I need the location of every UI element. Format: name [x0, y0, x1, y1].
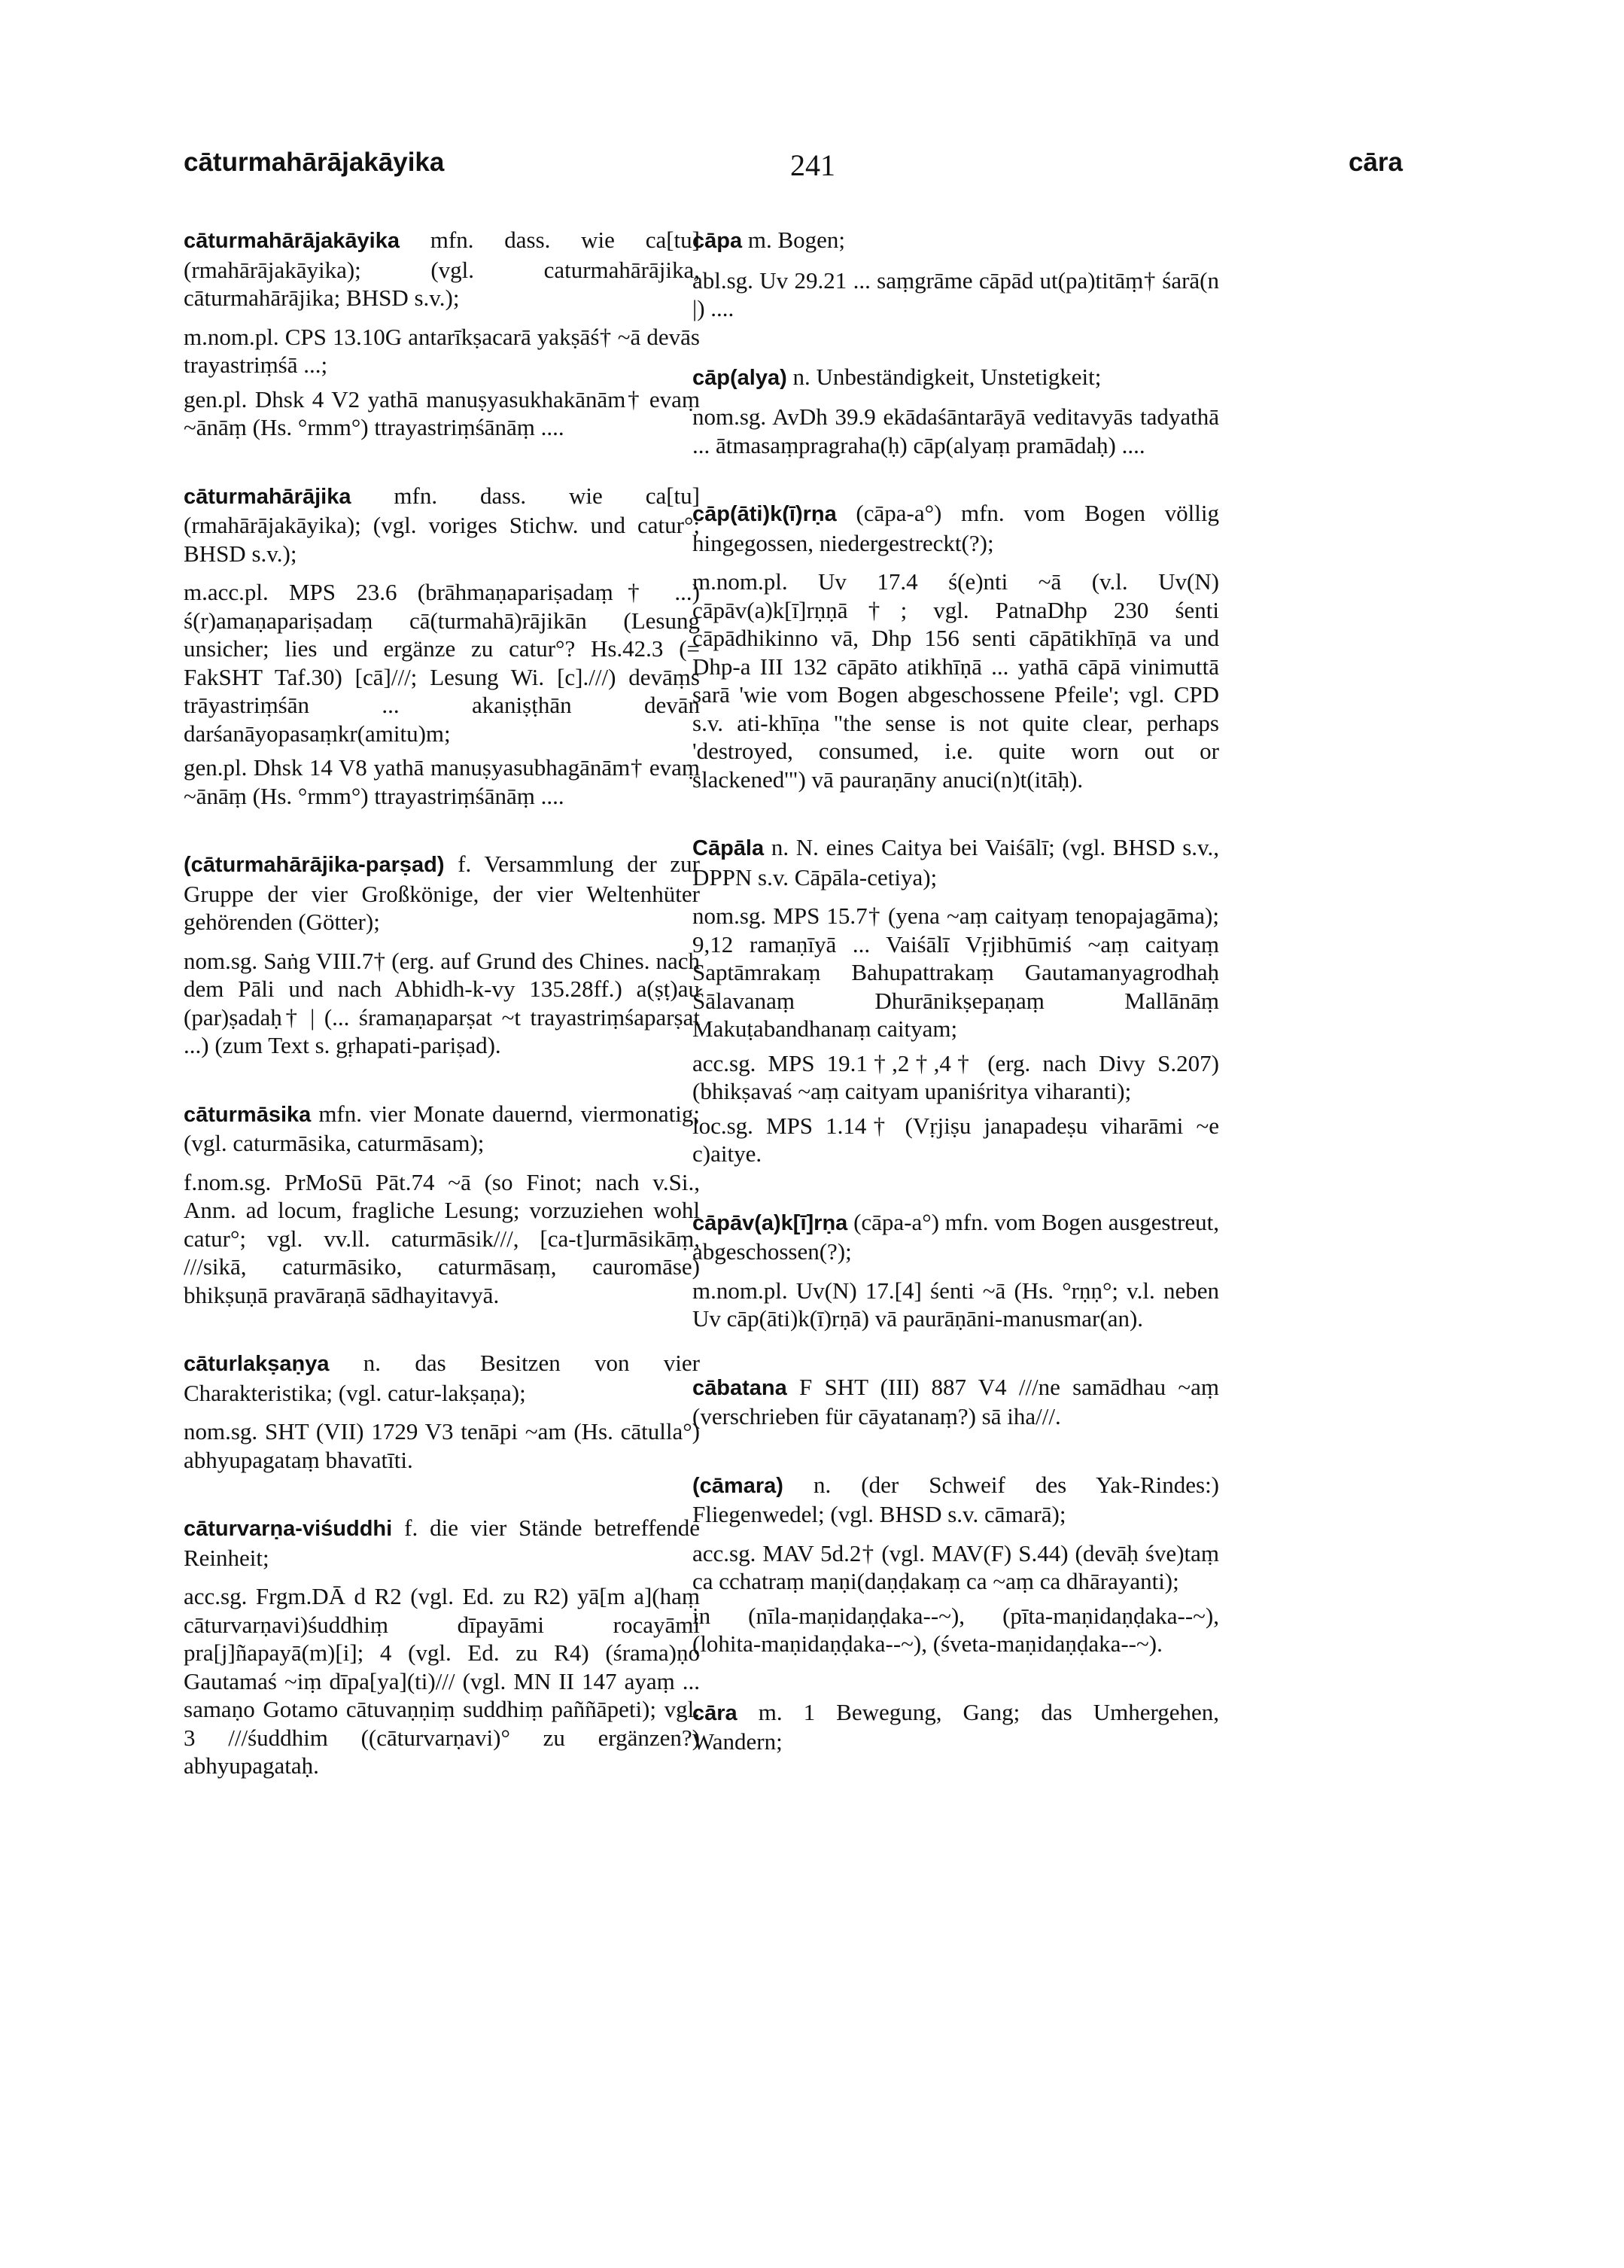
entry-lemma: cāturmāsika: [184, 1102, 312, 1127]
dictionary-entry: [692, 226, 1219, 323]
entry-definition: f. die vier Stände betreffende Reinheit;: [184, 1515, 701, 1571]
dictionary-entry: [692, 499, 1219, 793]
dictionary-entry: [184, 1514, 700, 1780]
running-head-right: cāra: [1348, 148, 1403, 177]
entry-head: [184, 482, 700, 568]
entry-citation: acc.sg. MPS 19.1†,2†,4† (erg. nach Divy S.207) (bhikṣavaś ~aṃ caityam upaniśritya viharanti);: [692, 1049, 1219, 1104]
dictionary-entry: [692, 363, 1219, 460]
entry-lemma: cāturmahārājika: [184, 484, 351, 509]
entry-citation: m.nom.pl. Uv 17.4 ś(e)nti ~ā (v.l. Uv(N) cāpāv(a)k[ī]rṇṇā†; vgl. PatnaDhp 230 śenti cāpādhikinno vā, Dhp 156 senti cāpātikhīṇā va und Dhp-a III 132 cāpāto atikhīṇā ... yathā cāpā vinimuttā sarā 'wie vom Bogen abgeschossene Pfeile'; vgl. CPD s.v. ati-khīṇa "the sense is not quite clear, perhaps 'destroyed, consumed, i.e. quite worn out or slackened'") vā pauraṇāny anuci(n)t(itāḥ).: [692, 568, 1219, 793]
entry-citation: gen.pl. Dhsk 14 V8 yathā manuṣyasubhagānām† evaṃ ~ānāṃ (Hs. °rmm°) ttrayastriṃśānāṃ ....: [184, 754, 700, 809]
entry-head: [184, 1349, 700, 1407]
entry-lemma: cābatana: [692, 1375, 787, 1400]
entry-definition: (cāpa-a°) mfn. vom Bogen ausgestreut, abgeschossen(?);: [692, 1208, 1220, 1265]
entry-citation: m.nom.pl. CPS 13.10G antarīkṣacarā yakṣāś† ~ā devās trayastriṃśā ...;: [184, 323, 700, 378]
entry-definition: m. Bogen;: [747, 227, 846, 253]
entry-citation: loc.sg. MPS 1.14† (Vṛjiṣu janapadeṣu viharāmi ~e c)aitye.: [692, 1112, 1219, 1167]
entry-lemma: cāturmahārājakāyika: [184, 229, 400, 253]
dictionary-entry: [184, 482, 700, 811]
dictionary-entry: [692, 1698, 1219, 1756]
entry-citation: acc.sg. Frgm.DĀ d R2 (vgl. Ed. zu R2) yā[m a](haṃ cāturvarṇavi)śuddhiṃ dīpayāmi rocayāmi pra[j]ñapayā(m)[i]; 4 (vgl. Ed. zu R4) (śrama)ṇo Gautamaś ~iṃ dīpa[ya](ti)/// (vgl. MN II 147 ayaṃ ... samaṇo Gotamo cātuvaṇṇiṃ suddhiṃ paññāpeti); vgl. 3 ///śuddhim ((cāturvarṇavi)° zu ergänzen?) abhyupagataḥ.: [184, 1583, 700, 1779]
entry-head: [184, 1514, 700, 1572]
entry-definition: (cāpa-a°) mfn. vom Bogen völlig hingegossen, niedergestreckt(?);: [692, 500, 1219, 556]
entry-citation: abl.sg. Uv 29.21 ... saṃgrāme cāpād ut(pa)titāṃ† śarā(n |) ....: [692, 266, 1219, 321]
dictionary-entry: [184, 1100, 700, 1310]
entry-lemma: cāpa: [692, 229, 743, 253]
entry-head: [692, 1373, 1219, 1431]
dictionary-entry: [692, 1208, 1219, 1333]
entry-definition: m. 1 Bewegung, Gang; das Umhergehen, Wandern;: [692, 1698, 1219, 1755]
entry-head: [692, 1471, 1219, 1529]
entry-head: [692, 363, 1219, 393]
entry-head: [692, 226, 1219, 256]
entry-head: [692, 1698, 1219, 1756]
entry-definition: f. Versammlung der zur Gruppe der vier Großkönige, der vier Weltenhüter gehörenden (Götter);: [184, 851, 701, 935]
entry-citation: gen.pl. Dhsk 4 V2 yathā manuṣyasukhakānām† evaṃ ~ānāṃ (Hs. °rmm°) ttrayastriṃśānāṃ ....: [184, 385, 700, 440]
entry-definition: n. (der Schweif des Yak-Rindes:) Fliegenwedel; (vgl. BHSD s.v. cāmarā);: [692, 1471, 1220, 1527]
entry-citation: m.nom.pl. Uv(N) 17.[4] śenti ~ā (Hs. °rṇṇ°; v.l. neben Uv cāp(āti)k(ī)rṇā) vā paurāṇāni-manusmar(an).: [692, 1277, 1219, 1332]
entry-lemma: cāpāv(a)k[ī]rṇa: [692, 1210, 848, 1235]
entry-head: [184, 1100, 700, 1158]
entry-citation: f.nom.sg. PrMoSū Pāt.74 ~ā (so Finot; nach v.Si., Anm. ad locum, fragliche Lesung; vorzuziehen wohl catur°; vgl. vv.ll. caturmāsik///, [ca-t]urmāsikāṃ, ///sikā, caturmāsiko, caturmāsaṃ, cauromāse) bhikṣuṇā pravāraṇā sādhayitavyā.: [184, 1168, 700, 1308]
entry-citation: nom.sg. SHT (VII) 1729 V3 tenāpi ~am (Hs. cātulla°) abhyupagataṃ bhavatīti.: [184, 1418, 700, 1473]
entry-definition: mfn. vier Monate dauernd, viermonatig; (vgl. caturmāsika, caturmāsam);: [184, 1100, 700, 1156]
entry-lemma: cāturvarṇa-viśuddhi: [184, 1517, 393, 1541]
entry-definition: n. N. eines Caitya bei Vaiśālī; (vgl. BHSD s.v., DPPN s.v. Cāpāla-cetiya);: [692, 834, 1220, 890]
entry-citation: nom.sg. MPS 15.7† (yena ~aṃ caityaṃ tenopajagāma); 9,12 ramaṇīyā ... Vaiśālī Vṛjibhūmiś ~aṃ caityaṃ Saptāmrakaṃ Bahupattrakaṃ Gautamanyagrodhaḥ Śālavanaṃ Dhurānikṣepaṇaṃ Mallānāṃ Makuṭabandhanaṃ caityam;: [692, 903, 1219, 1042]
entry-citation: nom.sg. AvDh 39.9 ekādaśāntarāyā veditavyās tadyathā ... ātmasaṃpragraha(ḥ) cāp(alyaṃ pramādaḥ) ....: [692, 403, 1219, 458]
dictionary-entry: [692, 1471, 1219, 1658]
entry-citation: acc.sg. MAV 5d.2† (vgl. MAV(F) S.44) (devāḥ śve)taṃ ca cchatraṃ maṇi(daṇḍakaṃ ca ~aṃ ca dhārayanti);: [692, 1539, 1219, 1594]
dictionary-entry: [184, 1349, 700, 1474]
dictionary-entry: [692, 833, 1219, 1168]
entry-head: [184, 226, 700, 312]
page-header: [0, 148, 1624, 193]
left-column: [184, 226, 700, 1820]
entry-lemma: (cāturmahārājika-parṣad): [184, 853, 445, 877]
entry-citation: nom.sg. Saṅg VIII.7† (erg. auf Grund des Chines. nach dem Pāli und nach Abhidh-k-vy 135.28ff.) a(ṣṭ)au (par)ṣadaḥ† | (... śramaṇaparṣat ~t trayastriṃśaparṣat ...) (zum Text s. gṛhapati-pariṣad).: [184, 947, 700, 1058]
entry-head: [692, 499, 1219, 557]
entry-lemma: (cāmara): [692, 1473, 783, 1498]
entry-lemma: Cāpāla: [692, 836, 765, 860]
entry-citation: m.acc.pl. MPS 23.6 (brāhmaṇapariṣadaṃ† ...) ś(r)amaṇapariṣadaṃ cā(turmahā)rājikān (Lesung unsicher; lies und ergänze zu catur°? Hs.42.3 (= FakSHT Taf.30) [cā]///; Lesung Wi. [c].///) devāṃs trāyastriṃśān ... akaniṣṭhān devān darśanāyopasaṃkr(amitu)m;: [184, 579, 700, 747]
entry-definition: F SHT (III) 887 V4 ///ne samādhau ~aṃ (verschrieben für cāyatanaṃ?) sā iha///.: [692, 1373, 1219, 1429]
page-number: 241: [790, 148, 835, 182]
entry-definition: mfn. dass. wie ca[tu](rmahārājakāyika); (vgl. caturmahārājika, cāturmahārājika; BHSD s.v.);: [184, 227, 700, 311]
entry-lemma: cāturlakṣaṇya: [184, 1352, 330, 1376]
entry-head: [692, 1208, 1219, 1266]
entry-definition: n. das Besitzen von vier Charakteristika; (vgl. catur-lakṣaṇa);: [184, 1350, 701, 1406]
dictionary-entry: [184, 226, 700, 442]
entry-head: [692, 833, 1219, 891]
entry-definition: n. Unbeständigkeit, Unstetigkeit;: [792, 363, 1102, 390]
dictionary-entry: [184, 850, 700, 1060]
right-column: [692, 226, 1219, 1796]
running-head-left: cāturmahārājakāyika: [184, 148, 445, 177]
entry-lemma: cāra: [692, 1700, 737, 1725]
entry-head: [184, 850, 700, 936]
entry-definition: mfn. dass. wie ca[tu](rmahārājakāyika); (vgl. voriges Stichw. und catur°; BHSD s.v.);: [184, 482, 700, 567]
entry-lemma: cāp(āti)k(ī)rṇa: [692, 502, 837, 526]
entry-citation: in (nīla-maṇidaṇḍaka--~), (pīta-maṇidaṇḍaka--~), (lohita-maṇidaṇḍaka--~), (śveta-maṇidaṇḍaka--~).: [692, 1602, 1219, 1657]
entry-lemma: cāp(alya): [692, 365, 787, 390]
dictionary-entry: [692, 1373, 1219, 1431]
